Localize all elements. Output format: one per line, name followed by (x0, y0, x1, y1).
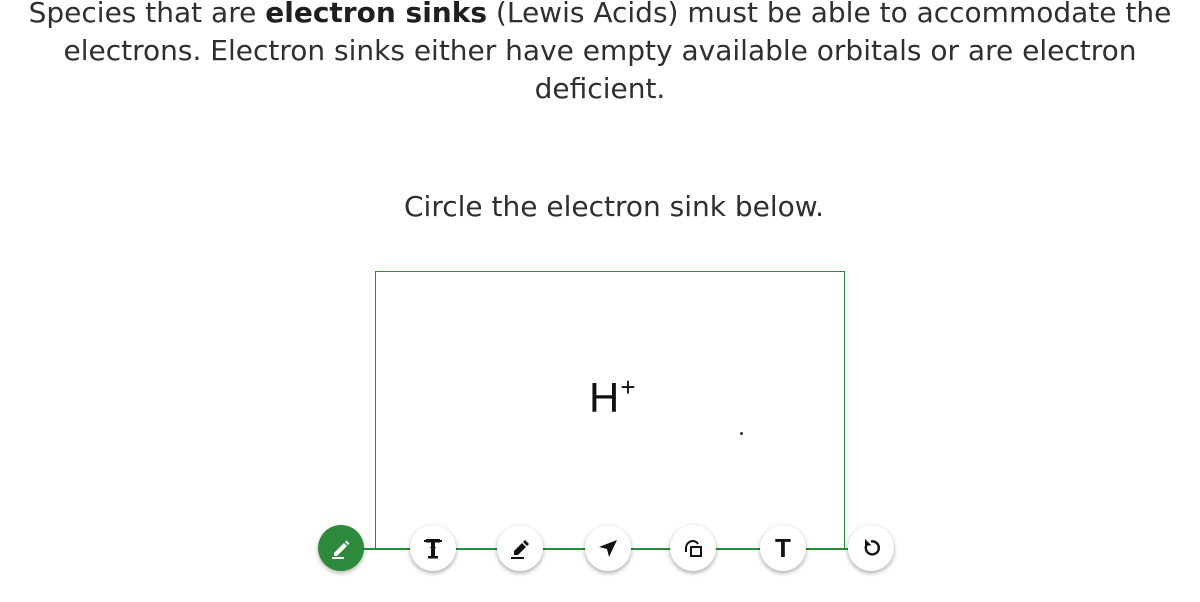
text-tool-button[interactable] (760, 525, 806, 571)
electron-sinks-term: electron sinks (265, 0, 488, 29)
stray-mark (740, 432, 743, 435)
shapes-tool-button[interactable] (670, 525, 716, 571)
bond-tool-button[interactable] (410, 525, 456, 571)
select-tool-button[interactable] (585, 525, 631, 571)
highlighter-icon (508, 536, 532, 560)
instructions-line-1 (0, 0, 1200, 32)
question-prompt: Circle the electron sink below. (403, 190, 825, 223)
arrow-pointer-icon (596, 536, 620, 560)
species-charge: + (620, 372, 636, 402)
bond-icon (421, 536, 445, 560)
shapes-icon (681, 536, 705, 560)
species-label[interactable] (589, 374, 636, 427)
instructions-line-3: deficient. (534, 72, 666, 105)
instructions-line-1-prefix: Species that are (28, 0, 266, 29)
text-icon: T (775, 533, 791, 563)
instructions-line-1-suffix: (Lewis Acids) must be able to accommodate the (487, 0, 1172, 29)
pencil-icon (329, 536, 353, 560)
highlighter-tool-button[interactable] (497, 525, 543, 571)
instructions-line-2: electrons. Electron sinks either have empty available orbitals or are electron (63, 34, 1137, 67)
instructions-text (0, 0, 1200, 108)
undo-icon (859, 536, 883, 560)
undo-tool-button[interactable] (848, 525, 894, 571)
pen-tool-button[interactable] (318, 525, 364, 571)
species-symbol: H (589, 374, 620, 421)
